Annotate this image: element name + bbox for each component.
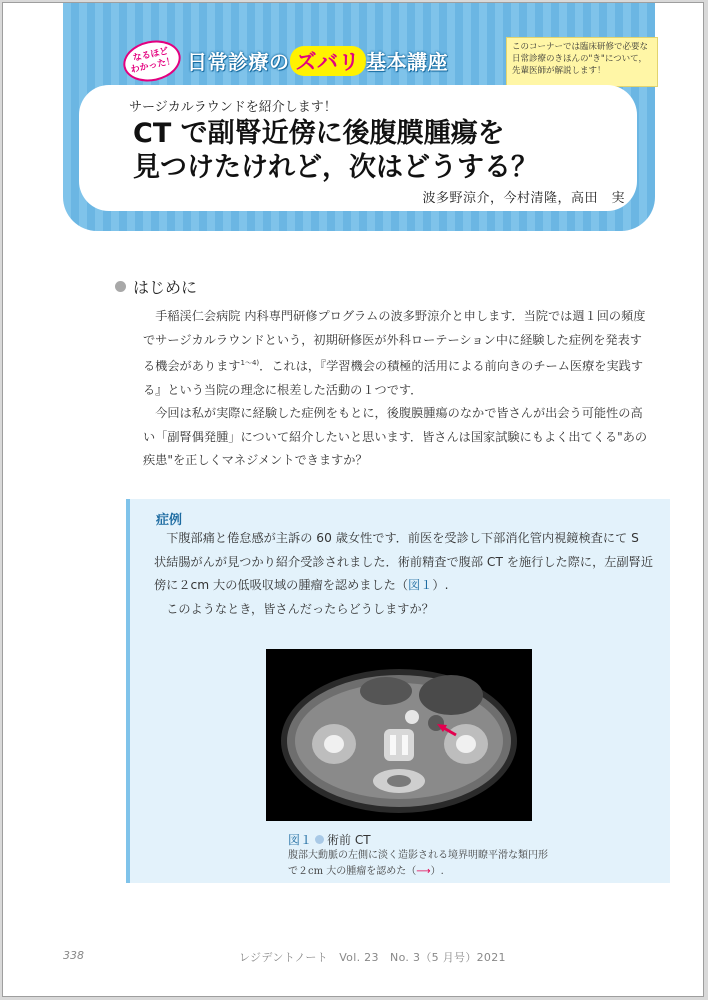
article-title	[133, 117, 633, 185]
article-title-line2: 見つけたけれど，次はどうする？	[133, 152, 538, 183]
case-body	[154, 527, 654, 621]
series-badge: なるほど わかった！	[119, 35, 184, 86]
journal-info: レジデントノート Vol. 23 No. 3（5 月号）2021	[239, 951, 506, 964]
series-title	[187, 46, 448, 76]
case-p1-text-end: ）.	[432, 578, 449, 592]
corner-note: このコーナーでは臨床研修で必要な日常診療のきほんの"き"について，先輩医師が解説します！	[506, 37, 658, 87]
figure-caption	[288, 831, 548, 880]
figure-desc-text: 腹部大動脈の左側に淡く造影される境界明瞭平滑な類円形で２cm 大の腫瘤を認めた（	[288, 850, 548, 877]
series-title-part2: 基本講座	[366, 50, 448, 74]
case-paragraph-1	[154, 527, 654, 598]
figure-description	[288, 848, 548, 880]
citation: 1〜4)	[240, 359, 260, 367]
section-heading-text: はじめに	[133, 278, 198, 297]
series-header	[123, 39, 448, 83]
series-title-highlight: ズバリ	[290, 46, 367, 76]
intro-p1-text-cont: ．これは，『学習機会の積極的活用による前向きのチーム医療を実践する』という当院の理念に根差した活動の１つです．	[143, 359, 644, 397]
intro-p1-text: 手稲渓仁会病院 内科専門研修プログラムの波多野涼介と申します．当院では週１回の頻度でサージカルラウンドという，初期研修医が外科ローテーション中に経験した症例を発表する機会があります	[143, 309, 646, 373]
section-heading-intro	[115, 275, 197, 298]
figure-title	[288, 831, 548, 848]
page	[2, 2, 704, 997]
case-paragraph-2: このようなとき，皆さんだったらどうしますか？	[166, 601, 434, 616]
bullet-dot-icon	[115, 281, 126, 292]
case-p1-text: 下腹部痛と倦怠感が主訴の 60 歳女性です．前医を受診し下部消化管内視鏡検査にて S 状結腸がんが見つかり紹介受診されました．術前精査で腹部 CT を施行した際に，左副腎近傍に２cm 大の低吸収域の腫瘤を認めました（	[154, 531, 654, 592]
ct-scan-image	[266, 649, 532, 821]
intro-body	[143, 305, 653, 473]
page-number: 338	[63, 949, 84, 962]
pretitle: サージカルラウンドを紹介します！	[129, 100, 337, 115]
figure-reference-link[interactable]: 図１	[408, 578, 433, 592]
case-heading: 症例	[156, 513, 183, 528]
series-title-part1: 日常診療の	[187, 50, 290, 74]
red-arrow-icon: ⟶	[416, 866, 431, 877]
figure-title-text: 術前 CT	[327, 833, 371, 847]
authors: 波多野涼介，今村清隆，高田 実	[422, 191, 625, 206]
intro-paragraph-2: 今回は私が実際に経験した症例をもとに，後腹膜腫瘍のなかで皆さんが出会う可能性の高い「副腎偶発腫」について紹介したいと思います．皆さんは国家試験にもよく出てくる"あの疾患"を正しくマネジメントできますか？	[143, 406, 648, 467]
figure-desc-end: ）.	[430, 866, 444, 877]
intro-paragraph-1	[143, 305, 653, 402]
case-box	[126, 499, 670, 883]
figure-number: 図１	[288, 833, 313, 847]
caption-dot-icon	[315, 835, 324, 844]
title-card	[79, 85, 637, 211]
article-title-line1: CT で副腎近傍に後腹膜腫瘍を	[133, 118, 505, 149]
